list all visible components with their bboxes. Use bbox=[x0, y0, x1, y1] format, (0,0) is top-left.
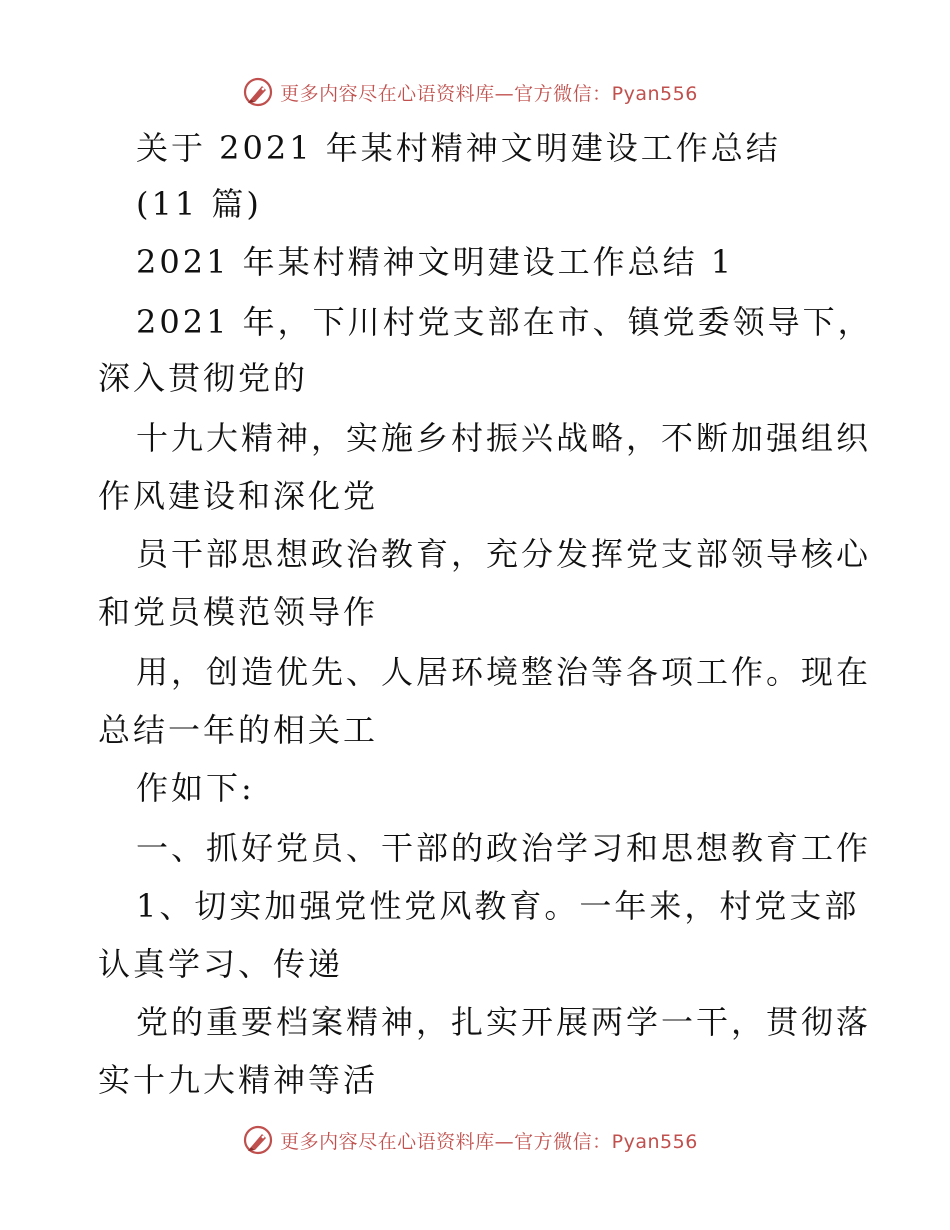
paragraph-line: 用，创造优先、人居环境整治等各项工作。现在 bbox=[136, 653, 872, 691]
paragraph-line: 党的重要档案精神，扎实开展两学一干，贯彻落 bbox=[136, 1003, 872, 1041]
paragraph-line: 1、切实加强党性党风教育。一年来，村党支部 bbox=[136, 887, 860, 925]
paragraph-line: 深入贯彻党的 bbox=[98, 359, 309, 397]
paragraph-line: 员干部思想政治教育，充分发挥党支部领导核心 bbox=[136, 535, 872, 573]
header-watermark bbox=[0, 72, 950, 112]
watermark-text: 更多内容尽在心语资料库—官方微信：Pyan556 bbox=[280, 82, 698, 105]
document-title: 关于 2021 年某村精神文明建设工作总结 bbox=[136, 129, 781, 167]
paragraph-line: 总结一年的相关工 bbox=[98, 711, 379, 749]
paragraph-line: 作如下: bbox=[136, 769, 255, 807]
section-heading: 2021 年某村精神文明建设工作总结 1 bbox=[136, 243, 735, 281]
document-title-count: (11 篇) bbox=[136, 185, 262, 223]
footer-watermark bbox=[0, 1120, 950, 1160]
pen-nib-logo-icon bbox=[242, 76, 274, 108]
section-heading: 一、抓好党员、干部的政治学习和思想教育工作 bbox=[136, 829, 872, 867]
paragraph-line: 认真学习、传递 bbox=[98, 945, 344, 983]
paragraph-line: 和党员模范领导作 bbox=[98, 593, 379, 631]
paragraph-line: 实十九大精神等活 bbox=[98, 1061, 379, 1099]
watermark-text: 更多内容尽在心语资料库—官方微信：Pyan556 bbox=[280, 1130, 698, 1153]
paragraph-line: 作风建设和深化党 bbox=[98, 477, 379, 515]
pen-nib-logo-icon bbox=[242, 1124, 274, 1156]
paragraph-line: 十九大精神，实施乡村振兴战略，不断加强组织 bbox=[136, 419, 872, 457]
paragraph-line: 2021 年，下川村党支部在市、镇党委领导下， bbox=[136, 303, 873, 341]
